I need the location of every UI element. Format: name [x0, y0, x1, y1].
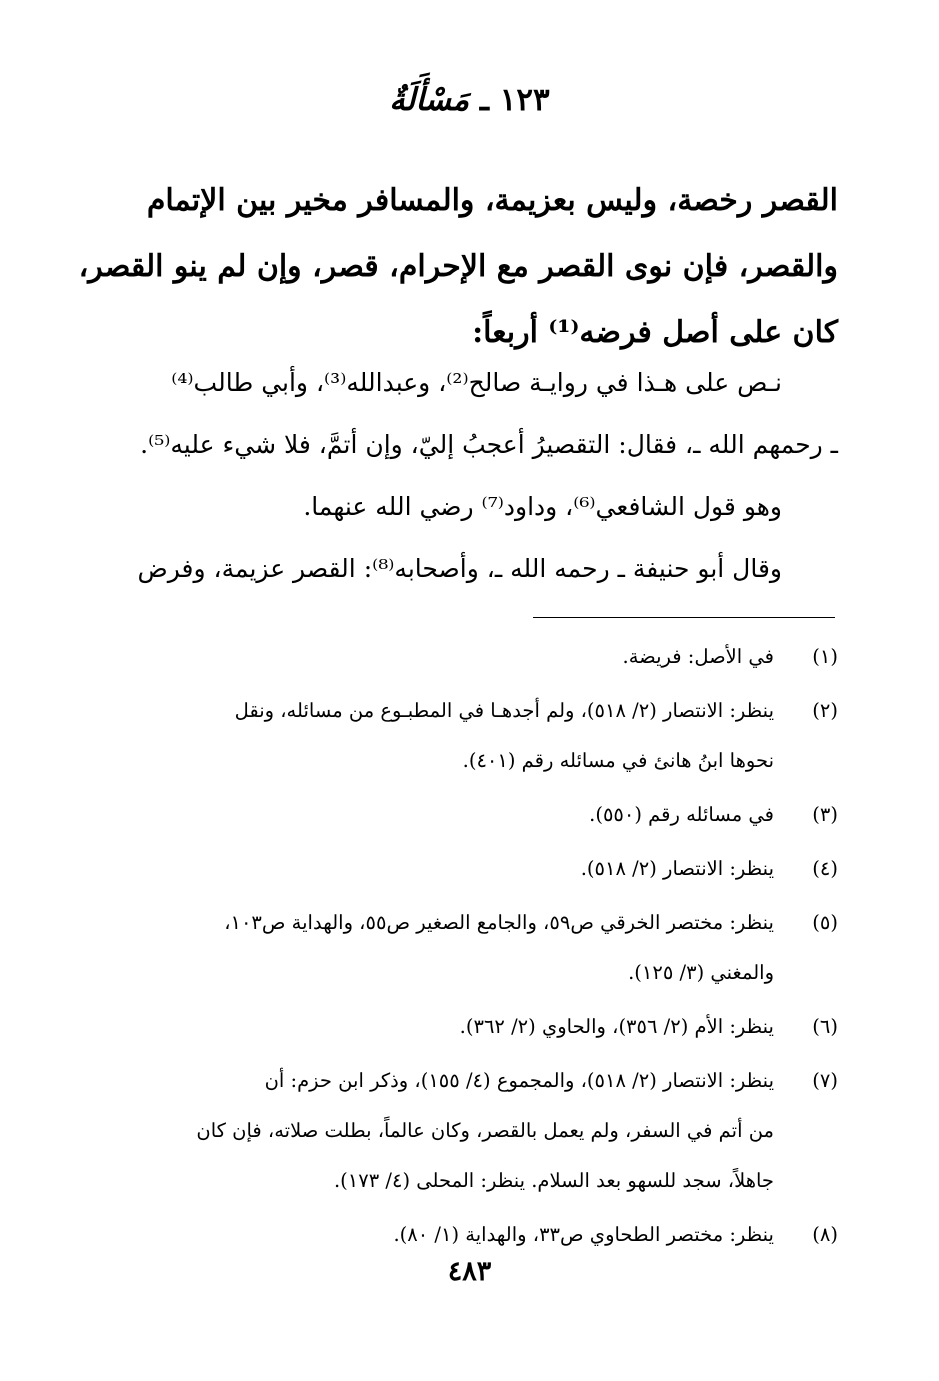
- footnote-text: من أتم في السفر، ولم يعمل بالقصر، وكان عالماً، بطلت صلاته، فإن كان: [196, 1119, 774, 1142]
- footnote: [126, 632, 838, 682]
- footnote-number: (٨): [812, 1223, 838, 1246]
- main-text-line: القصر رخصة، وليس بعزيمة، والمسافر مخير بين الإتمام: [146, 183, 838, 218]
- commentary-line: نـص على هـذا في روايـة صالح⁽²⁾، وعبدالله⁽³⁾، وأبي طالب⁽⁴⁾: [171, 368, 782, 397]
- footnote-text: في الأصل: فريضة.: [622, 645, 774, 668]
- footnote-text: ينظر: الانتصار (٢/ ٥١٨)، والمجموع (٤/ ١٥٥)، وذكر ابن حزم: أن: [264, 1069, 774, 1092]
- footnote: [126, 1056, 838, 1206]
- page-number: ٤٨٣: [447, 1256, 492, 1287]
- footnote-number: (٢): [812, 699, 838, 722]
- footnote: [126, 1210, 838, 1260]
- footnote-text: ينظر: الانتصار (٢/ ٥١٨)، ولم أجدهـا في المطبـوع من مسائله، ونقل: [234, 699, 774, 722]
- footnote: [126, 898, 838, 998]
- commentary: [126, 352, 838, 600]
- footnote: [126, 790, 838, 840]
- footnote-number: (٤): [812, 857, 838, 880]
- main-text: [78, 168, 838, 366]
- footnote-number: (٣): [812, 803, 838, 826]
- footnote: [126, 1002, 838, 1052]
- footnote: [126, 844, 838, 894]
- footnote-number: (٥): [812, 911, 838, 934]
- footnote-number: (١): [812, 645, 838, 668]
- footnote-text: جاهلاً، سجد للسهو بعد السلام. ينظر: المحلى (٤/ ١٧٣).: [333, 1169, 774, 1192]
- footnote-number: (٧): [812, 1069, 838, 1092]
- footnote-text: ينظر: الأم (٢/ ٣٥٦)، والحاوي (٢/ ٣٦٢).: [459, 1015, 774, 1038]
- commentary-line: وقال أبو حنيفة ـ رحمه الله ـ، وأصحابه⁽⁸⁾: القصر عزيمة، وفرض: [137, 554, 782, 583]
- main-text-line: كان على أصل فرضه⁽¹⁾ أربعاً:: [472, 315, 838, 350]
- section-title: [0, 82, 939, 118]
- footnote-text: ينظر: الانتصار (٢/ ٥١٨).: [580, 857, 774, 880]
- footnotes: [126, 632, 838, 1260]
- footnote-text: في مسائله رقم (٥٥٠).: [589, 803, 774, 826]
- footnote-number: (٦): [812, 1015, 838, 1038]
- commentary-line: وهو قول الشافعي⁽⁶⁾، وداود⁽⁷⁾ رضي الله عنهما.: [303, 492, 782, 521]
- footnote-divider: [533, 617, 835, 618]
- main-text-line: والقصر، فإن نوى القصر مع الإحرام، قصر، وإن لم ينو القصر،: [78, 249, 838, 284]
- footnote-text: والمغني (٣/ ١٢٥).: [628, 961, 774, 984]
- section-number: ١٢٣ ـ: [479, 82, 550, 118]
- footnote-text: ينظر: مختصر الخرقي ص٥٩، والجامع الصغير ص٥٥، والهداية ص١٠٣،: [224, 911, 774, 934]
- commentary-line: ـ رحمهم الله ـ، فقال: التقصيرُ أعجبُ إليّ، وإن أتمَّ، فلا شيء عليه⁽⁵⁾.: [140, 430, 838, 459]
- footnote: [126, 686, 838, 786]
- footnote-text: نحوها ابنُ هانئ في مسائله رقم (٤٠١).: [462, 749, 774, 772]
- section-title-word: مَسْأَلَةٌ: [389, 82, 470, 118]
- footnote-text: ينظر: مختصر الطحاوي ص٣٣، والهداية (١/ ٨٠).: [393, 1223, 774, 1246]
